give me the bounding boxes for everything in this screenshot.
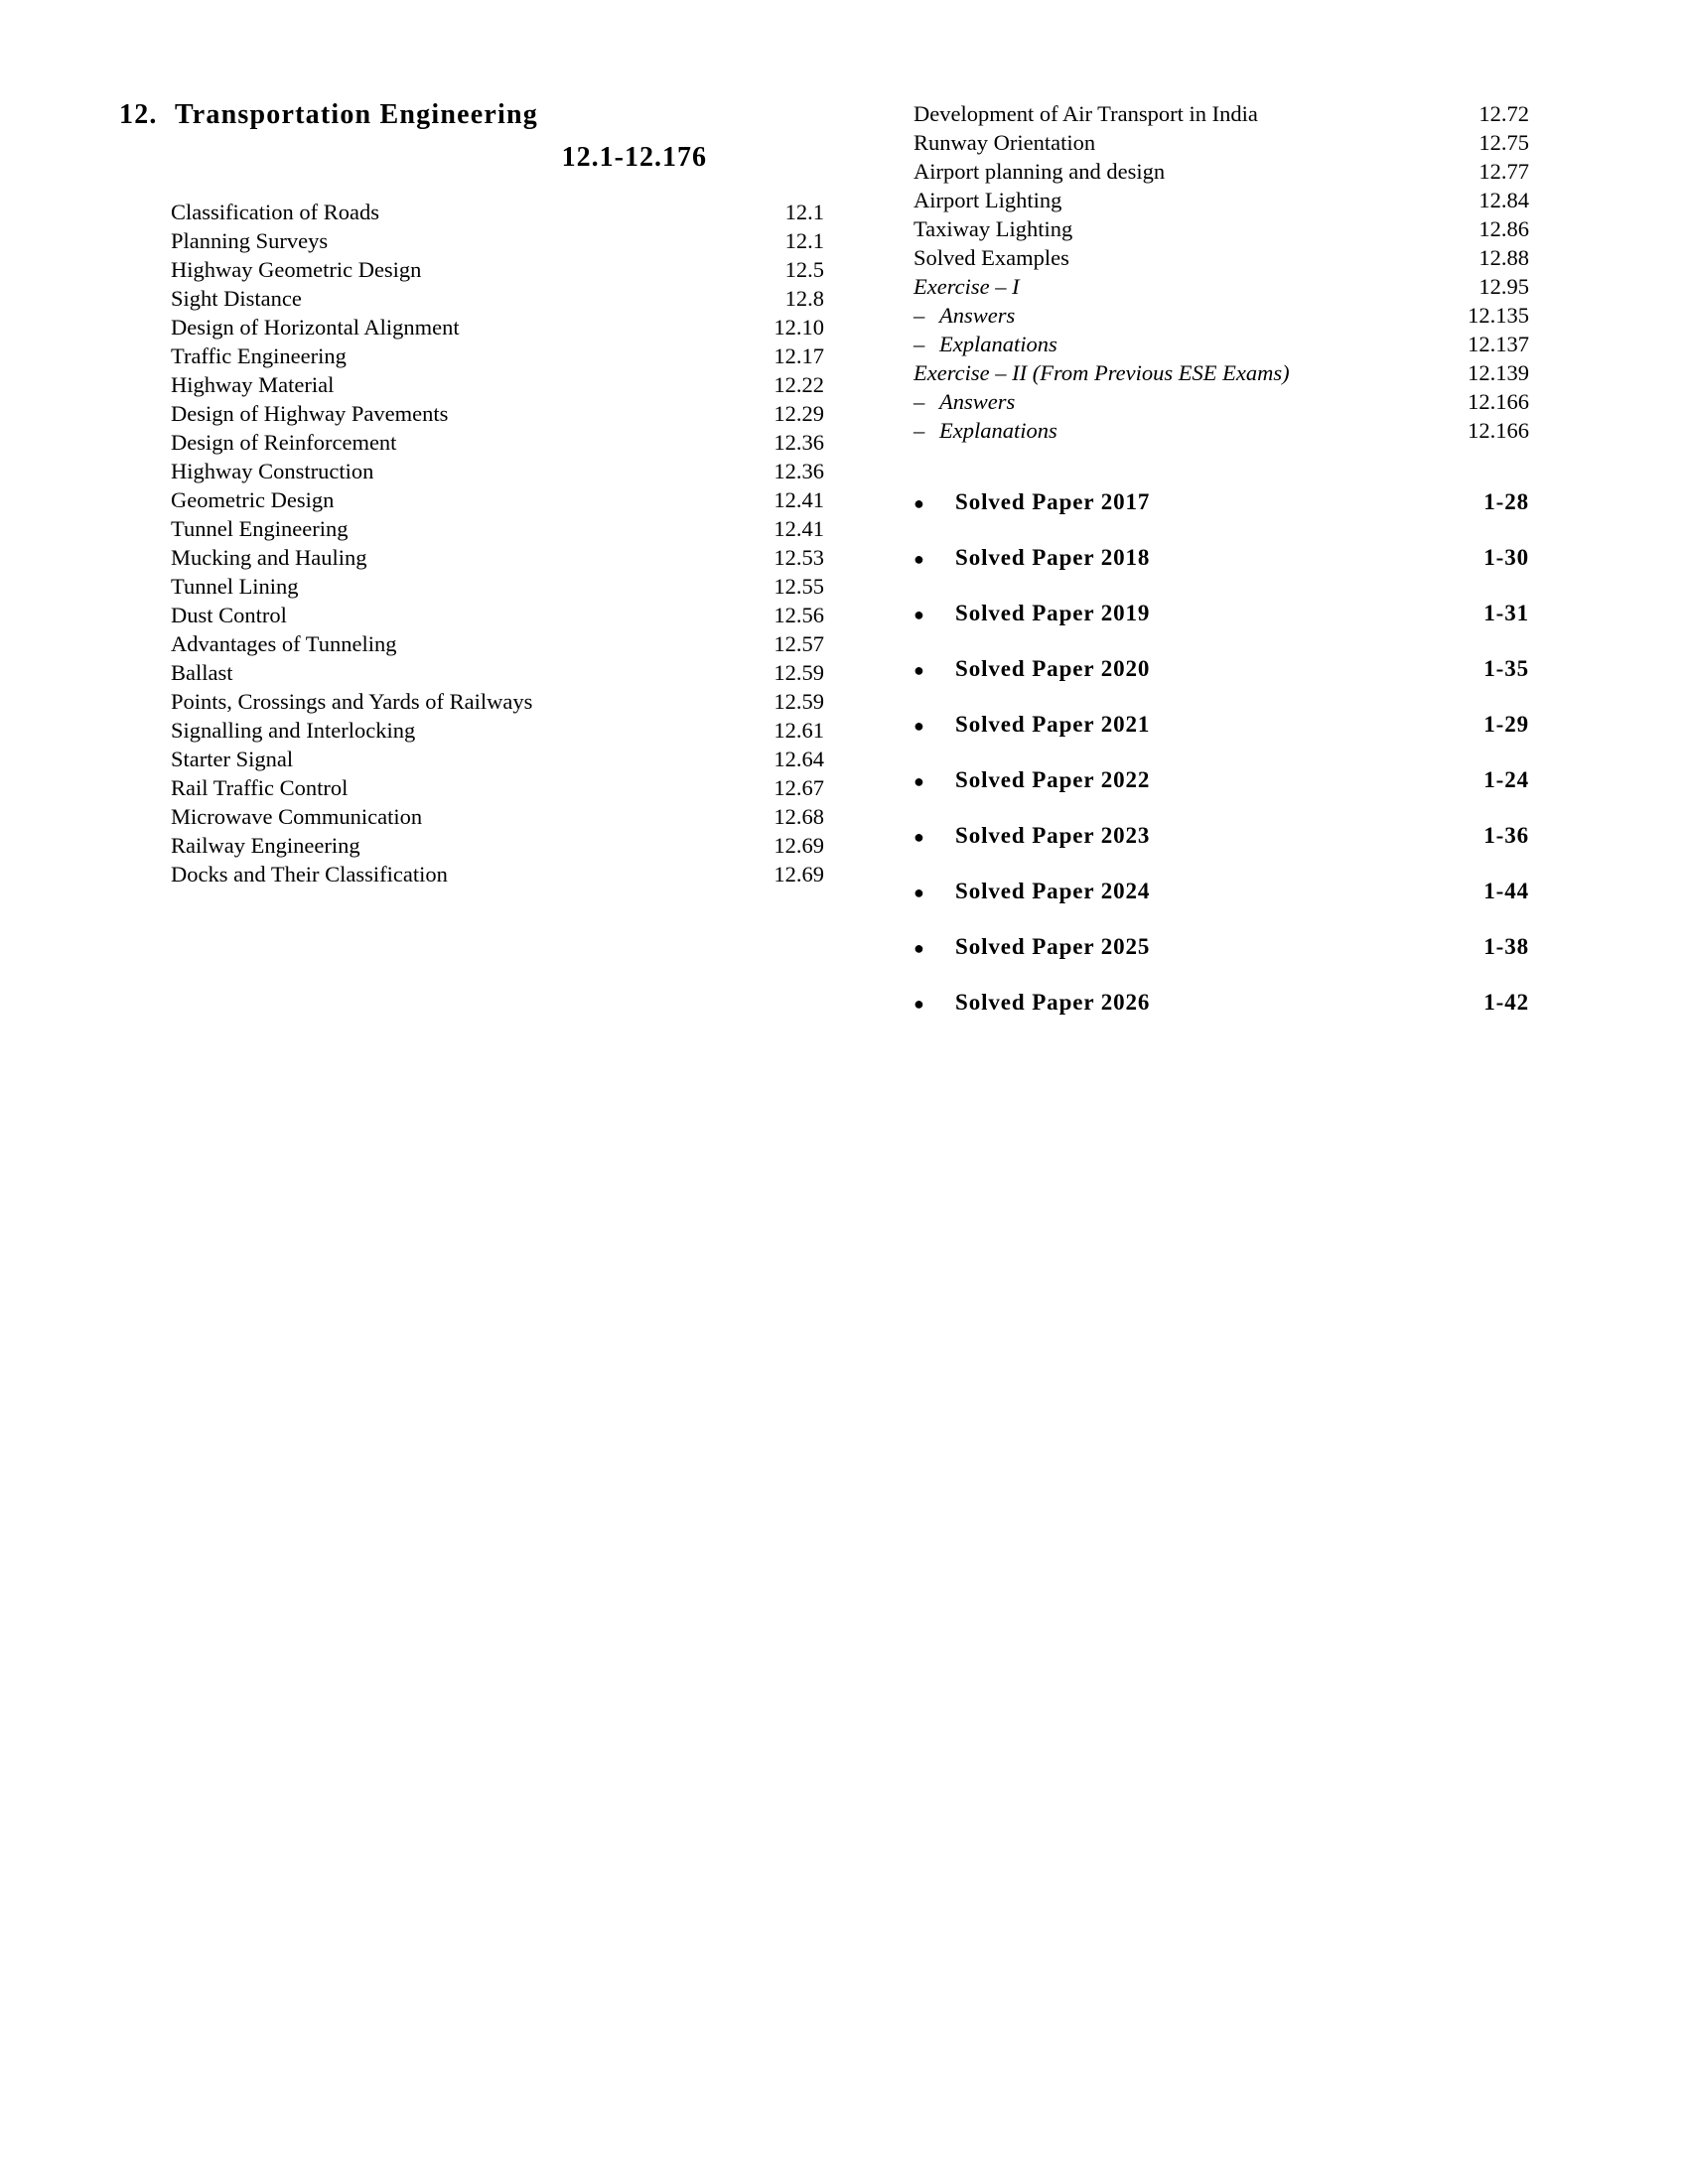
solved-paper-page: 1-38	[1483, 934, 1529, 959]
solved-paper-label: Solved Paper 2023	[955, 823, 1151, 848]
solved-papers-list	[914, 475, 1529, 1030]
solved-paper-label: Solved Paper 2022	[955, 767, 1151, 792]
solved-paper-page: 1-44	[1483, 879, 1529, 903]
toc-entry-page: 12.95	[1478, 274, 1529, 299]
bullet-icon: ●	[914, 716, 925, 736]
toc-entry-page: 12.56	[774, 603, 824, 627]
toc-entry-label: Highway Geometric Design	[171, 257, 422, 282]
sub-entry-dash-icon: –	[914, 332, 925, 356]
toc-entry-label	[914, 416, 1426, 445]
toc-entry-page: 12.86	[1478, 216, 1529, 241]
toc-entry-page: 12.72	[1478, 101, 1529, 126]
toc-entry[interactable]	[914, 186, 1529, 214]
toc-entry-page: 12.64	[774, 747, 824, 771]
toc-entry-page: 12.29	[774, 401, 824, 426]
solved-paper-label: Solved Paper 2019	[955, 601, 1151, 625]
toc-entry[interactable]	[914, 128, 1529, 157]
toc-entry-label: Rail Traffic Control	[171, 775, 349, 800]
solved-paper-label: Solved Paper 2021	[955, 712, 1151, 737]
toc-entry[interactable]	[119, 773, 824, 802]
toc-entry-label: Design of Horizontal Alignment	[171, 315, 460, 340]
toc-entry-label: Points, Crossings and Yards of Railways	[171, 689, 533, 714]
solved-paper-page: 1-42	[1483, 990, 1529, 1015]
toc-entry-label: Ballast	[171, 660, 233, 685]
toc-entry-page: 12.61	[774, 718, 824, 743]
toc-entry-page: 12.88	[1478, 245, 1529, 270]
solved-paper-entry[interactable]	[914, 752, 1529, 808]
left-column	[119, 99, 824, 888]
toc-entry-label: Geometric Design	[171, 487, 335, 512]
toc-entry[interactable]	[914, 214, 1529, 243]
solved-paper-page: 1-35	[1483, 656, 1529, 681]
bullet-icon: ●	[914, 605, 925, 624]
toc-entry[interactable]	[119, 399, 824, 428]
toc-entry-label: Airport Lighting	[914, 188, 1062, 212]
toc-entry[interactable]	[119, 255, 824, 284]
solved-paper-page: 1-29	[1483, 712, 1529, 737]
toc-entry-label: Exercise – I	[914, 274, 1020, 299]
solved-paper-entry[interactable]	[914, 641, 1529, 697]
bullet-icon: ●	[914, 994, 925, 1014]
left-toc-list	[119, 198, 824, 888]
toc-entry-label: Railway Engineering	[171, 833, 360, 858]
toc-entry-label: Exercise – II (From Previous ESE Exams)	[914, 360, 1290, 385]
toc-entry[interactable]	[119, 485, 824, 514]
toc-entry-page: 12.77	[1478, 159, 1529, 184]
solved-paper-entry[interactable]	[914, 975, 1529, 1030]
toc-entry-page: 12.59	[774, 689, 824, 714]
sub-entry-dash-icon: –	[914, 303, 925, 328]
toc-entry-label: Tunnel Engineering	[171, 516, 349, 541]
toc-entry-page: 12.53	[774, 545, 824, 570]
toc-entry-label: Microwave Communication	[171, 804, 423, 829]
toc-entry[interactable]	[119, 658, 824, 687]
solved-paper-page: 1-24	[1483, 767, 1529, 792]
toc-entry-label	[914, 301, 1426, 330]
bullet-icon: ●	[914, 883, 925, 902]
toc-entry[interactable]	[119, 860, 824, 888]
toc-entry-page: 12.36	[774, 430, 824, 455]
toc-entry[interactable]	[914, 243, 1529, 272]
toc-entry-page: 12.68	[774, 804, 824, 829]
toc-entry-page: 12.10	[774, 315, 824, 340]
toc-entry-label: Tunnel Lining	[171, 574, 299, 599]
solved-paper-entry[interactable]	[914, 530, 1529, 586]
sub-entry-text: Answers	[939, 303, 1016, 328]
toc-entry-page: 12.8	[784, 286, 824, 311]
toc-entry[interactable]	[119, 370, 824, 399]
toc-entry[interactable]	[119, 802, 824, 831]
solved-paper-page: 1-36	[1483, 823, 1529, 848]
toc-entry-page: 12.41	[774, 516, 824, 541]
bullet-icon: ●	[914, 493, 925, 513]
toc-entry-page: 12.59	[774, 660, 824, 685]
toc-entry[interactable]	[119, 687, 824, 716]
toc-entry-label: Design of Highway Pavements	[171, 401, 449, 426]
toc-entry[interactable]	[119, 831, 824, 860]
solved-paper-label: Solved Paper 2024	[955, 879, 1151, 903]
toc-entry-page: 12.55	[774, 574, 824, 599]
solved-paper-label: Solved Paper 2018	[955, 545, 1151, 570]
toc-entry[interactable]	[119, 572, 824, 601]
toc-entry-page: 12.137	[1468, 332, 1529, 356]
toc-entry[interactable]	[119, 514, 824, 543]
toc-entry-page: 12.22	[774, 372, 824, 397]
toc-entry-label: Signalling and Interlocking	[171, 718, 416, 743]
toc-entry[interactable]	[914, 272, 1529, 301]
toc-entry-label: Docks and Their Classification	[171, 862, 448, 887]
toc-entry-label: Starter Signal	[171, 747, 294, 771]
toc-entry[interactable]	[914, 157, 1529, 186]
toc-entry-label: Design of Reinforcement	[171, 430, 397, 455]
solved-paper-label: Solved Paper 2026	[955, 990, 1151, 1015]
sub-entry-text: Answers	[939, 389, 1016, 414]
toc-entry-page: 12.84	[1478, 188, 1529, 212]
toc-entry-label: Airport planning and design	[914, 159, 1166, 184]
sub-entry-text: Explanations	[939, 418, 1057, 443]
toc-entry-label: Sight Distance	[171, 286, 302, 311]
toc-entry[interactable]	[119, 716, 824, 745]
solved-paper-entry[interactable]	[914, 475, 1529, 530]
toc-entry-label	[914, 387, 1426, 416]
bullet-icon: ●	[914, 549, 925, 569]
sub-entry-dash-icon: –	[914, 418, 925, 443]
toc-entry-label: Solved Examples	[914, 245, 1069, 270]
chapter-page-range: 12.1-12.176	[561, 142, 707, 173]
solved-paper-label: Solved Paper 2020	[955, 656, 1151, 681]
toc-entry-page: 12.17	[774, 343, 824, 368]
toc-entry-page: 12.166	[1468, 418, 1529, 443]
toc-entry-label: Traffic Engineering	[171, 343, 347, 368]
toc-entry-page: 12.69	[774, 833, 824, 858]
solved-paper-entry[interactable]	[914, 697, 1529, 752]
solved-paper-page: 1-31	[1483, 601, 1529, 625]
solved-paper-page: 1-28	[1483, 489, 1529, 514]
sub-entry-text: Explanations	[939, 332, 1057, 356]
toc-entry-page: 12.1	[784, 228, 824, 253]
toc-entry[interactable]	[119, 428, 824, 457]
bullet-icon: ●	[914, 660, 925, 680]
toc-entry[interactable]	[119, 284, 824, 313]
toc-entry[interactable]	[914, 358, 1529, 387]
toc-entry[interactable]	[914, 330, 1529, 358]
solved-paper-page: 1-30	[1483, 545, 1529, 570]
toc-entry[interactable]	[119, 226, 824, 255]
toc-entry[interactable]	[119, 198, 824, 226]
toc-entry[interactable]	[119, 543, 824, 572]
toc-entry-page: 12.75	[1478, 130, 1529, 155]
bullet-icon: ●	[914, 771, 925, 791]
toc-entry[interactable]	[914, 416, 1529, 445]
toc-entry-label: Highway Material	[171, 372, 335, 397]
toc-entry-page: 12.67	[774, 775, 824, 800]
toc-entry-page: 12.69	[774, 862, 824, 887]
toc-entry-page: 12.1	[784, 200, 824, 224]
toc-entry-label: Advantages of Tunneling	[171, 631, 397, 656]
toc-entry-page: 12.36	[774, 459, 824, 483]
toc-entry[interactable]	[914, 99, 1529, 128]
solved-paper-entry[interactable]	[914, 919, 1529, 975]
toc-entry-label: Runway Orientation	[914, 130, 1096, 155]
toc-entry[interactable]	[119, 341, 824, 370]
toc-entry[interactable]	[914, 301, 1529, 330]
toc-entry[interactable]	[119, 629, 824, 658]
sub-entry-dash-icon: –	[914, 389, 925, 414]
solved-paper-label: Solved Paper 2017	[955, 489, 1151, 514]
solved-paper-entry[interactable]	[914, 808, 1529, 864]
toc-entry-label	[914, 330, 1426, 358]
bullet-icon: ●	[914, 938, 925, 958]
toc-entry[interactable]	[119, 601, 824, 629]
solved-paper-entry[interactable]	[914, 864, 1529, 919]
toc-entry[interactable]	[119, 745, 824, 773]
chapter-title: Transportation Engineering	[175, 99, 538, 130]
solved-paper-entry[interactable]	[914, 586, 1529, 641]
toc-content	[119, 99, 1539, 1030]
chapter-number: 12.	[119, 99, 158, 130]
toc-entry-label: Mucking and Hauling	[171, 545, 367, 570]
toc-entry[interactable]	[119, 457, 824, 485]
chapter-heading	[119, 99, 824, 131]
right-column	[914, 99, 1529, 1030]
toc-entry-page: 12.139	[1468, 360, 1529, 385]
toc-entry-label: Classification of Roads	[171, 200, 379, 224]
toc-entry-label: Dust Control	[171, 603, 287, 627]
toc-entry-page: 12.5	[784, 257, 824, 282]
toc-entry[interactable]	[119, 313, 824, 341]
toc-entry[interactable]	[914, 387, 1529, 416]
toc-entry-label: Taxiway Lighting	[914, 216, 1073, 241]
toc-entry-label: Highway Construction	[171, 459, 374, 483]
toc-entry-page: 12.57	[774, 631, 824, 656]
solved-paper-label: Solved Paper 2025	[955, 934, 1151, 959]
toc-entry-label: Planning Surveys	[171, 228, 329, 253]
toc-entry-label: Development of Air Transport in India	[914, 101, 1258, 126]
bullet-icon: ●	[914, 827, 925, 847]
toc-entry-page: 12.41	[774, 487, 824, 512]
right-toc-list	[914, 99, 1529, 445]
toc-entry-page: 12.166	[1468, 389, 1529, 414]
toc-entry-page: 12.135	[1468, 303, 1529, 328]
two-column-layout	[119, 99, 1539, 1030]
